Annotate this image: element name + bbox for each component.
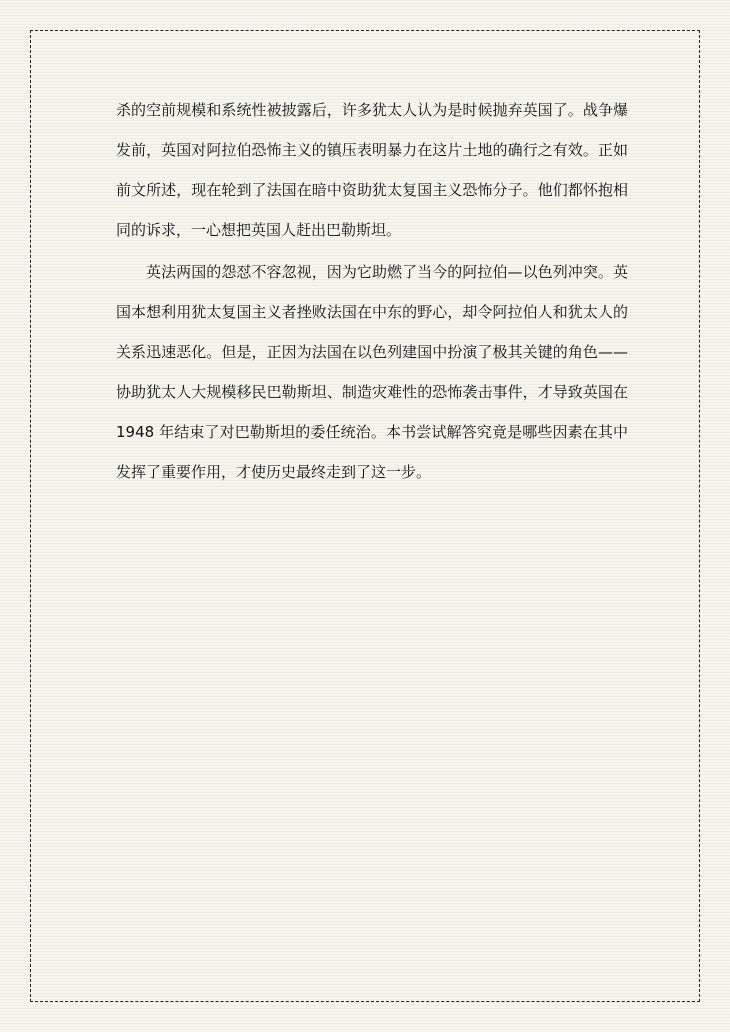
text-line: 杀的空前规模和系统性被披露后，许多犹太人认为是时候抛弃英国了。战争爆 <box>116 101 628 119</box>
text-line: 发挥了重要作用，才使历史最终走到了这一步。 <box>116 463 432 481</box>
text-line: 前文所述，现在轮到了法国在暗中资助犹太复国主义恐怖分子。他们都怀抱相 <box>116 181 628 199</box>
text-line: 协助犹太人大规模移民巴勒斯坦、制造灾难性的恐怖袭击事件，才导致英国在 <box>116 383 628 401</box>
text-line: 同的诉求，一心想把英国人赶出巴勒斯坦。 <box>116 221 402 239</box>
text-line: 英法两国的怨怼不容忽视，因为它助燃了当今的阿拉伯—以色列冲突。英 <box>146 263 628 281</box>
text-line: 发前，英国对阿拉伯恐怖主义的镇压表明暴力在这片土地的确行之有效。正如 <box>116 141 628 159</box>
text-line: 国本想利用犹太复国主义者挫败法国在中东的野心，却令阿拉伯人和犹太人的 <box>116 303 628 321</box>
body-text <box>116 90 628 494</box>
text-line: 关系迅速恶化。但是，正因为法国在以色列建国中扮演了极其关键的角色—— <box>116 343 628 361</box>
paragraph-1 <box>116 90 628 250</box>
paragraph-2 <box>116 252 628 492</box>
text-line: 1948 年结束了对巴勒斯坦的委任统治。本书尝试解答究竟是哪些因素在其中 <box>116 423 628 441</box>
